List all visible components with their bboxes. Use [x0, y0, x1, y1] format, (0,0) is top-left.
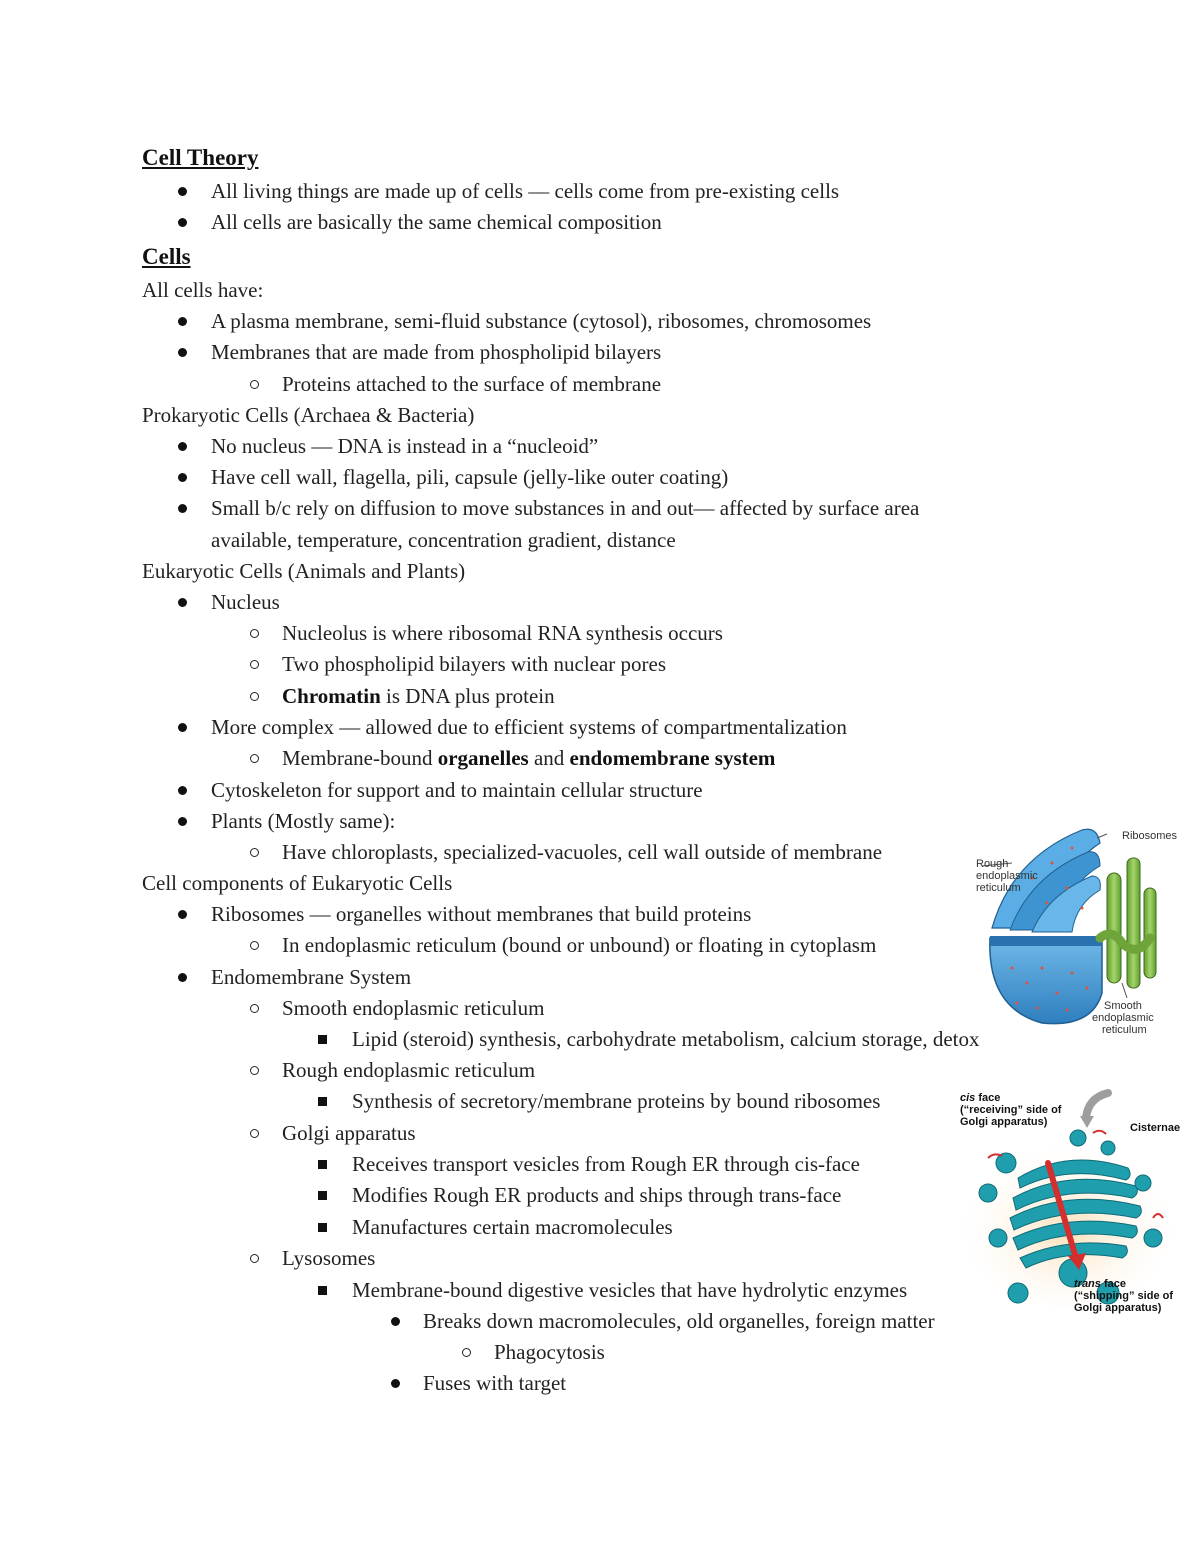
bullet-ring-icon — [250, 629, 259, 638]
bullet-ring-icon — [250, 1004, 259, 1013]
golgi-detail-2: Modifies Rough ER products and ships through trans-face — [352, 1183, 842, 1207]
er-illustration — [972, 818, 1187, 1043]
bullet-dot-icon — [178, 817, 187, 826]
ribosomes-sub: In endoplasmic reticulum (bound or unbound) or floating in cytoplasm — [282, 933, 877, 957]
bullet-dot-icon — [178, 442, 187, 451]
bullet-ring-icon — [250, 1066, 259, 1075]
er-label-rough-3: reticulum — [976, 882, 1021, 894]
rough-er-detail: Synthesis of secretory/membrane proteins by bound ribosomes — [352, 1089, 881, 1113]
smooth-er-detail: Lipid (steroid) synthesis, carbohydrate metabolism, calcium storage, detox — [352, 1027, 980, 1051]
eukaryotic-plants: Plants (Mostly same): — [211, 809, 396, 833]
components-endo: Endomembrane System — [211, 965, 412, 989]
golgi-cisternae: Cisternae — [1130, 1122, 1181, 1134]
er-label-smooth-1: Smooth — [1104, 1000, 1142, 1012]
eukaryotic-cytoskeleton: Cytoskeleton for support and to maintain cellular structure — [211, 778, 703, 802]
golgi: Golgi apparatus — [282, 1121, 416, 1145]
eukaryotic-label: Eukaryotic Cells (Animals and Plants) — [142, 559, 466, 583]
bullet-dot-icon — [178, 187, 187, 196]
trans-rest: face — [1100, 1278, 1126, 1290]
prokaryotic-bullet-2: Have cell wall, flagella, pili, capsule (jelly-like outer coating) — [211, 465, 729, 489]
bullet-square-icon — [318, 1223, 327, 1232]
bullet-ring-icon — [250, 660, 259, 669]
components-ribosomes: Ribosomes — organelles without membranes that build proteins — [211, 902, 752, 926]
phagocytosis: Phagocytosis — [494, 1340, 605, 1364]
er-label-rough-2: endoplasmic — [976, 870, 1038, 882]
nucleus-sub-3 — [282, 684, 555, 708]
bullet-ring-icon — [250, 848, 259, 857]
er-label-smooth-3: reticulum — [1102, 1024, 1147, 1036]
and-text: and — [528, 746, 570, 770]
bullet-square-icon — [318, 1160, 327, 1169]
bullet-dot-icon — [391, 1379, 400, 1388]
bullet-ring-icon — [250, 941, 259, 950]
golgi-figure — [958, 1088, 1190, 1328]
cell-theory-bullet-1: All living things are made up of cells — cells come from pre-existing cells — [211, 179, 840, 203]
bullet-dot-icon — [178, 504, 187, 513]
golgi-cis-line-2: Golgi apparatus) — [960, 1116, 1048, 1128]
bullet-dot-icon — [391, 1317, 400, 1326]
golgi-trans-face — [1074, 1278, 1126, 1290]
bullet-dot-icon — [178, 723, 187, 732]
bullet-dot-icon — [178, 973, 187, 982]
smooth-er: Smooth endoplasmic reticulum — [282, 996, 545, 1020]
complex-sub — [282, 746, 775, 770]
bullet-square-icon — [318, 1035, 327, 1044]
golgi-cis-line-1: (“receiving” side of — [960, 1104, 1062, 1116]
eukaryotic-complex: More complex — allowed due to efficient systems of compartmentalization — [211, 715, 847, 739]
bullet-dot-icon — [178, 598, 187, 607]
bullet-square-icon — [318, 1286, 327, 1295]
cis-rest: face — [975, 1092, 1001, 1104]
organelles-term: organelles — [437, 746, 529, 770]
lysosomes-breaks: Breaks down macromolecules, old organelles, foreign matter — [423, 1309, 935, 1333]
nucleus-sub-2: Two phospholipid bilayers with nuclear pores — [282, 652, 667, 676]
er-label-rough-1: Rough — [976, 858, 1009, 870]
chromatin-rest: is DNA plus protein — [380, 684, 555, 708]
bullet-ring-icon — [250, 754, 259, 763]
lysosomes: Lysosomes — [282, 1246, 376, 1270]
prokaryotic-bullet-1: No nucleus — DNA is instead in a “nucleoid” — [211, 434, 599, 458]
heading-cell-theory: Cell Theory — [142, 145, 259, 170]
bullet-dot-icon — [178, 910, 187, 919]
bullet-ring-icon — [250, 1254, 259, 1263]
cells-sub-bullet: Proteins attached to the surface of membrane — [282, 372, 662, 396]
prokaryotic-bullet-3-cont: available, temperature, concentration gradient, distance — [211, 528, 676, 552]
golgi-cis-face — [960, 1092, 1000, 1104]
heading-cells: Cells — [142, 244, 191, 269]
components-label: Cell components of Eukaryotic Cells — [142, 871, 453, 895]
golgi-detail-3: Manufactures certain macromolecules — [352, 1215, 673, 1239]
cells-intro: All cells have: — [142, 278, 264, 302]
bullet-ring-icon — [250, 692, 259, 701]
bullet-ring-icon — [462, 1348, 471, 1357]
bullet-ring-icon — [250, 380, 259, 389]
nucleus-sub-1: Nucleolus is where ribosomal RNA synthesis occurs — [282, 621, 723, 645]
fuses-with-target: Fuses with target — [423, 1371, 567, 1395]
membrane-pre: Membrane-bound — [282, 746, 438, 770]
endomembrane-term: endomembrane system — [569, 746, 776, 770]
golgi-trans-line-2: Golgi apparatus) — [1074, 1302, 1162, 1314]
cis-italic: cis — [960, 1092, 976, 1104]
plants-sub: Have chloroplasts, specialized-vacuoles, cell wall outside of membrane — [282, 840, 883, 864]
cell-theory-bullet-2: All cells are basically the same chemical composition — [211, 210, 662, 234]
bullet-dot-icon — [178, 218, 187, 227]
cells-bullet-2: Membranes that are made from phospholipid bilayers — [211, 340, 662, 364]
bullet-square-icon — [318, 1191, 327, 1200]
er-label-ribosomes: Ribosomes — [1122, 830, 1178, 842]
er-label-smooth-2: endoplasmic — [1092, 1012, 1154, 1024]
cells-bullet-1: A plasma membrane, semi-fluid substance (cytosol), ribosomes, chromosomes — [211, 309, 872, 333]
golgi-trans-line-1: (“shipping” side of — [1074, 1290, 1173, 1302]
bullet-dot-icon — [178, 786, 187, 795]
prokaryotic-bullet-3: Small b/c rely on diffusion to move substances in and out— affected by surface area — [211, 496, 920, 520]
bullet-dot-icon — [178, 348, 187, 357]
bullet-square-icon — [318, 1097, 327, 1106]
chromatin-term: Chromatin — [282, 684, 381, 708]
golgi-detail-1: Receives transport vesicles from Rough ER through cis-face — [352, 1152, 860, 1176]
bullet-ring-icon — [250, 1129, 259, 1138]
trans-italic: trans — [1074, 1278, 1101, 1290]
bullet-dot-icon — [178, 317, 187, 326]
rough-er: Rough endoplasmic reticulum — [282, 1058, 536, 1082]
lysosomes-detail: Membrane-bound digestive vesicles that have hydrolytic enzymes — [352, 1278, 908, 1302]
prokaryotic-label: Prokaryotic Cells (Archaea & Bacteria) — [142, 403, 475, 427]
eukaryotic-nucleus: Nucleus — [211, 590, 280, 614]
bullet-dot-icon — [178, 473, 187, 482]
er-figure — [972, 818, 1187, 1043]
